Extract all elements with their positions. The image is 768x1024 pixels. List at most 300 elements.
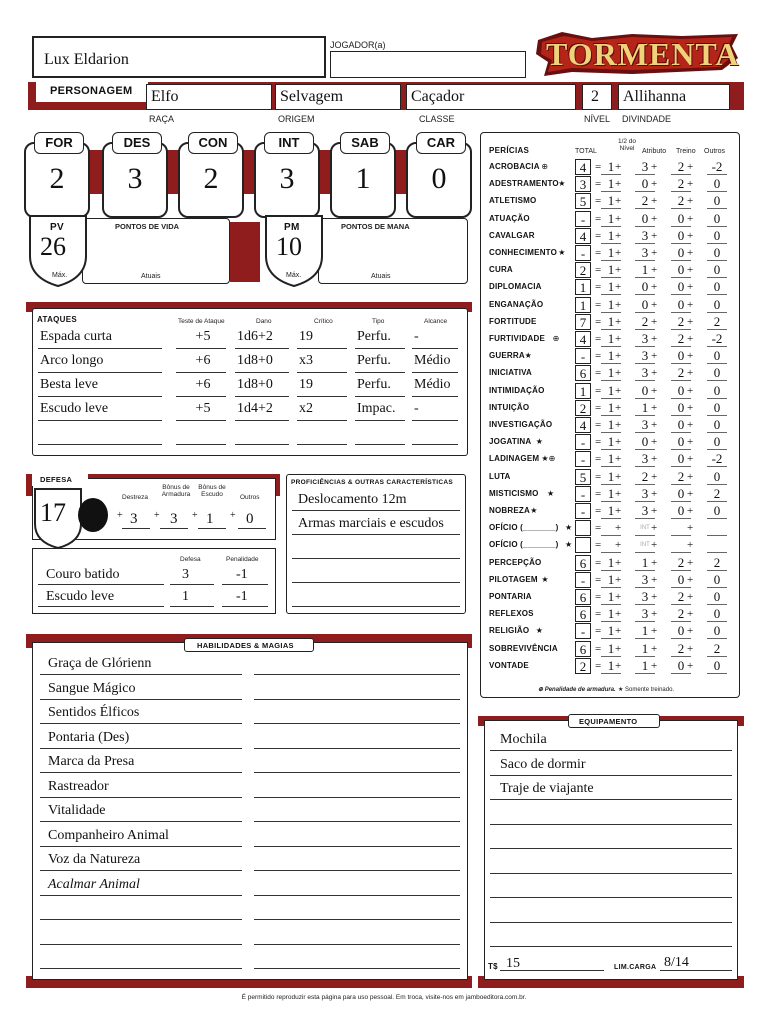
skill-tr[interactable]: 0 [677, 296, 685, 312]
skill-row[interactable] [487, 572, 737, 589]
armor-item-def[interactable]: 1 [182, 589, 189, 604]
attribute-car[interactable] [406, 135, 472, 218]
attack-crit[interactable]: x3 [299, 353, 313, 368]
attack-name[interactable]: Arco longo [40, 353, 104, 368]
skill-row[interactable] [487, 279, 737, 296]
skill-lvl[interactable]: 1 [607, 159, 615, 174]
skill-operator: + [615, 367, 622, 380]
skill-ot[interactable]: 0 [713, 623, 721, 639]
skill-tr[interactable]: 0 [677, 245, 685, 260]
skill-tr[interactable]: 2 [677, 554, 685, 570]
skill-total[interactable]: 3 [575, 176, 591, 192]
skill-tr[interactable]: 2 [677, 589, 685, 604]
skill-lvl[interactable]: 1 [607, 227, 615, 243]
skill-attr[interactable]: 0 [641, 296, 649, 312]
armor-item-name[interactable]: Escudo leve [46, 589, 115, 604]
skill-tr[interactable]: 0 [677, 657, 685, 673]
skill-row[interactable] [487, 555, 737, 572]
attack-line [412, 348, 458, 349]
skill-operator: = [595, 315, 602, 328]
skill-ot[interactable]: 2 [713, 640, 721, 656]
skill-row[interactable] [487, 520, 737, 537]
skill-ot[interactable]: 0 [713, 468, 721, 484]
skill-tr[interactable]: 0 [677, 279, 685, 295]
skill-operator: = [595, 247, 602, 259]
skill-tr[interactable]: 2 [677, 640, 685, 656]
skill-lvl[interactable]: 1 [607, 623, 615, 639]
skill-ot[interactable]: 2 [713, 313, 721, 329]
skill-ot[interactable]: 0 [713, 176, 721, 192]
attack-crit[interactable]: x2 [299, 401, 313, 416]
skill-operator: + [651, 229, 658, 242]
nivel-box[interactable] [582, 84, 612, 110]
raca-box[interactable] [146, 84, 272, 110]
attribute-con[interactable] [178, 135, 244, 218]
skill-lvl[interactable]: 1 [607, 640, 615, 656]
attack-test[interactable]: +5 [195, 329, 211, 344]
skill-lvl[interactable]: 1 [607, 503, 615, 518]
skill-row[interactable] [487, 193, 737, 210]
skill-tr[interactable]: 2 [677, 313, 685, 329]
skill-row[interactable] [487, 297, 737, 314]
skill-lvl[interactable]: 1 [607, 348, 615, 364]
attack-line [235, 420, 289, 421]
skill-tr[interactable]: 2 [677, 468, 685, 484]
skill-tr[interactable]: 0 [677, 417, 685, 432]
skill-row[interactable] [487, 228, 737, 245]
skill-lvl[interactable]: 1 [607, 176, 615, 192]
skill-attr[interactable]: 3 [641, 331, 649, 346]
skill-operator: + [615, 281, 622, 294]
attack-type[interactable]: Impac. [357, 401, 396, 416]
skill-attr[interactable]: INT [640, 542, 650, 549]
ability-item[interactable]: Companheiro Animal [48, 827, 169, 843]
skill-attr[interactable]: 3 [641, 348, 649, 364]
skill-total[interactable]: 6 [575, 606, 591, 622]
skill-operator: = [595, 384, 602, 397]
skill-total[interactable] [575, 537, 591, 553]
skill-row[interactable] [487, 314, 737, 331]
skill-ot[interactable]: 0 [713, 382, 721, 398]
skill-name: OFÍCIO (_______) [489, 540, 559, 550]
skill-attr[interactable]: 2 [641, 468, 649, 484]
skill-attr[interactable]: 2 [641, 313, 649, 329]
attack-line [355, 444, 405, 445]
attribute-value: 2 [203, 162, 219, 195]
skill-lvl[interactable]: 1 [607, 399, 615, 415]
skill-total[interactable]: - [575, 211, 591, 227]
skill-ot[interactable]: 0 [713, 434, 721, 450]
defense-plus-2: + [154, 510, 160, 521]
skill-attr[interactable]: 0 [641, 210, 649, 226]
skill-attr[interactable]: 3 [641, 245, 649, 260]
skill-lvl[interactable]: 1 [607, 382, 615, 398]
skill-attr[interactable]: 0 [641, 279, 649, 295]
skill-ot[interactable]: 0 [713, 589, 721, 604]
attack-name[interactable]: Besta leve [40, 377, 98, 392]
skill-ot[interactable]: 2 [713, 554, 721, 570]
skill-attr[interactable]: 1 [641, 262, 649, 278]
skill-lvl[interactable]: 1 [607, 589, 615, 604]
skill-lvl[interactable]: 1 [607, 485, 615, 501]
skill-total[interactable]: - [575, 434, 591, 450]
ability-item[interactable]: Vitalidade [48, 803, 106, 818]
skill-tr[interactable]: 0 [677, 348, 685, 364]
skill-name: CONHECIMENTO [489, 248, 558, 257]
attack-name[interactable]: Espada curta [40, 329, 112, 344]
skill-lvl[interactable]: 1 [607, 365, 615, 381]
skill-tr[interactable]: 2 [677, 606, 685, 622]
attack-line [355, 348, 405, 349]
skill-ot[interactable]: -2 [711, 451, 723, 467]
ability-item[interactable]: Sentidos Élficos [48, 705, 140, 720]
skill-ot[interactable]: 0 [713, 571, 721, 587]
skill-tr[interactable]: 0 [677, 503, 685, 518]
skill-attr[interactable]: 3 [641, 606, 649, 622]
skill-ot[interactable]: -2 [711, 331, 723, 346]
skill-ot[interactable]: 0 [713, 262, 721, 278]
skill-attr[interactable]: 1 [641, 623, 649, 639]
skill-total[interactable] [575, 520, 591, 536]
skill-ot[interactable]: 0 [713, 657, 721, 673]
skill-mark: ★ [530, 506, 538, 515]
skill-row[interactable] [487, 159, 737, 176]
skill-tr[interactable]: 0 [677, 623, 685, 639]
attack-line [235, 396, 289, 397]
skill-cell-line [671, 535, 691, 536]
armor-item-pen[interactable]: -1 [236, 589, 248, 604]
skill-operator: = [595, 659, 602, 672]
attribute-des[interactable] [102, 135, 168, 218]
ts-value[interactable]: 15 [506, 956, 520, 971]
ts-line [500, 970, 604, 971]
defense-plus-1: + [117, 510, 123, 521]
skill-lvl[interactable]: 1 [607, 606, 615, 622]
skill-operator: + [651, 573, 658, 586]
equipment-title-tab [568, 714, 660, 728]
skill-lvl[interactable]: 1 [607, 279, 615, 295]
attack-type[interactable]: Perfu. [357, 353, 391, 368]
skill-lvl[interactable]: 1 [607, 434, 615, 450]
skill-row[interactable] [487, 589, 737, 606]
skill-ot[interactable]: 0 [713, 296, 721, 312]
skill-lvl[interactable]: 1 [607, 262, 615, 278]
proficiency-item[interactable]: Armas marciais e escudos [298, 516, 444, 531]
attribute-value: 1 [355, 162, 371, 195]
skill-lvl[interactable]: 1 [607, 417, 615, 432]
attack-damage[interactable]: 1d4+2 [237, 401, 273, 416]
armor-item-name[interactable]: Couro batido [46, 567, 120, 582]
attribute-int[interactable] [254, 135, 320, 218]
skill-operator: = [595, 642, 602, 655]
skill-attr[interactable]: 1 [641, 640, 649, 656]
abilities-title-tab [184, 638, 314, 652]
prof-line [292, 558, 460, 559]
ability-line [254, 895, 460, 896]
skill-total[interactable]: 4 [575, 331, 591, 347]
skill-row[interactable] [487, 623, 737, 640]
skill-ot[interactable]: 0 [713, 227, 721, 243]
skill-lvl[interactable]: 1 [607, 554, 615, 570]
pv-shield[interactable] [26, 212, 90, 288]
skill-operator: + [687, 625, 694, 638]
attack-range[interactable]: Médio [414, 377, 451, 392]
attack-test[interactable]: +6 [195, 353, 211, 368]
skill-total[interactable]: 6 [575, 641, 591, 657]
skill-name: CURA [489, 265, 513, 275]
ability-item[interactable]: Graça de Glórienn [48, 656, 152, 671]
skill-tr[interactable]: 2 [677, 176, 685, 192]
skill-attr[interactable]: INT [640, 525, 650, 532]
skill-total[interactable]: 2 [575, 658, 591, 674]
attack-range[interactable]: Médio [414, 353, 451, 368]
classe-value: Caçador [411, 88, 465, 105]
skill-total[interactable]: 6 [575, 589, 591, 605]
skill-ot[interactable]: 0 [713, 503, 721, 518]
skill-total[interactable]: - [575, 623, 591, 639]
skill-tr[interactable]: 0 [677, 382, 685, 398]
skill-attr[interactable]: 3 [641, 503, 649, 518]
skill-lvl[interactable]: 1 [607, 451, 615, 467]
attack-damage[interactable]: 1d6+2 [237, 329, 273, 344]
skill-row[interactable] [487, 658, 737, 675]
skill-attr[interactable]: 3 [641, 451, 649, 467]
skill-row[interactable] [487, 176, 737, 193]
attack-crit[interactable]: 19 [299, 329, 313, 344]
ability-line [254, 797, 460, 798]
skill-ot[interactable]: 0 [713, 417, 721, 432]
defense-base-circle [78, 498, 108, 532]
skill-operator: + [615, 556, 622, 569]
skill-operator: = [595, 419, 602, 431]
skill-tr[interactable]: 0 [677, 262, 685, 278]
skill-tr[interactable]: 0 [677, 227, 685, 243]
equipment-item[interactable]: Saco de dormir [500, 756, 586, 772]
skill-attr[interactable]: 3 [641, 589, 649, 604]
skill-row[interactable] [487, 434, 737, 451]
skill-total[interactable]: 5 [575, 469, 591, 485]
skill-attr[interactable]: 3 [641, 571, 649, 587]
skill-total[interactable]: 6 [575, 555, 591, 571]
skill-row[interactable] [487, 383, 737, 400]
skill-mark: ⊕ [541, 162, 549, 171]
skill-row[interactable] [487, 331, 737, 348]
attack-name[interactable]: Escudo leve [40, 401, 109, 416]
ability-item[interactable]: Marca da Presa [48, 754, 135, 769]
ability-line [40, 968, 242, 969]
skill-tr[interactable]: 0 [677, 451, 685, 467]
skill-ot[interactable]: 0 [713, 606, 721, 622]
skill-tr[interactable]: 0 [677, 571, 685, 587]
ability-line [40, 821, 242, 822]
skill-total[interactable]: 5 [575, 193, 591, 209]
ability-item[interactable]: Voz da Natureza [48, 852, 141, 867]
player-box[interactable] [330, 51, 526, 78]
skill-lvl[interactable]: 1 [607, 657, 615, 673]
skill-ot[interactable]: 0 [713, 348, 721, 364]
armor-line [38, 606, 164, 607]
skill-name: MISTICISMO [489, 488, 539, 498]
skill-total[interactable]: 4 [575, 159, 591, 175]
skill-attr[interactable]: 0 [641, 382, 649, 398]
skill-tr[interactable]: 2 [677, 331, 685, 346]
skill-total[interactable]: 2 [575, 262, 591, 278]
skill-row[interactable] [487, 503, 737, 520]
skill-row[interactable] [487, 417, 737, 434]
skill-ot[interactable]: 0 [713, 210, 721, 226]
skill-cell-line [601, 535, 621, 536]
skill-tr[interactable]: 0 [677, 210, 685, 226]
skill-lvl[interactable]: 1 [607, 313, 615, 329]
skill-tr[interactable]: 0 [677, 399, 685, 415]
attack-line [412, 420, 458, 421]
skill-row[interactable] [487, 245, 737, 262]
skill-total[interactable]: - [575, 245, 591, 261]
skill-lvl[interactable]: 1 [607, 193, 615, 209]
skill-attr[interactable]: 1 [641, 657, 649, 673]
skill-attr[interactable]: 3 [641, 365, 649, 381]
skill-row[interactable] [487, 211, 737, 228]
attack-line [176, 348, 226, 349]
equipment-item[interactable]: Traje de viajante [500, 781, 594, 796]
skill-row[interactable] [487, 365, 737, 382]
armor-item-pen[interactable]: -1 [236, 567, 248, 582]
skill-operator: = [595, 573, 602, 586]
defense-shield[interactable] [32, 486, 84, 550]
attack-range[interactable]: - [414, 401, 419, 416]
proficiency-item[interactable]: Deslocamento 12m [298, 492, 407, 507]
skill-attr[interactable]: 3 [641, 417, 649, 432]
skill-operator: + [687, 505, 694, 517]
skill-mark: ★ [558, 248, 566, 257]
skill-total[interactable]: 7 [575, 314, 591, 330]
ability-item[interactable]: Rastreador [48, 778, 109, 794]
skill-lvl[interactable]: 1 [607, 571, 615, 587]
ability-item[interactable]: Sangue Mágico [48, 680, 136, 696]
classe-box[interactable] [406, 84, 576, 110]
ability-line [254, 944, 460, 945]
ability-line [254, 870, 460, 871]
attack-type[interactable]: Perfu. [357, 377, 391, 392]
skill-operator: + [687, 161, 694, 173]
skill-tr[interactable]: 0 [677, 434, 685, 450]
skill-ot[interactable]: -2 [711, 159, 723, 174]
skill-attr[interactable]: 3 [641, 485, 649, 501]
divindade-value: Allihanna [623, 88, 687, 105]
skill-total[interactable]: - [575, 451, 591, 467]
attack-type[interactable]: Perfu. [357, 329, 391, 344]
skill-operator: + [615, 539, 622, 552]
skill-total[interactable]: - [575, 486, 591, 502]
defense-tab [32, 474, 88, 486]
ability-item[interactable]: Acalmar Animal [48, 876, 140, 892]
armor-item-def[interactable]: 3 [182, 567, 189, 582]
skill-tr[interactable]: 2 [677, 365, 685, 381]
attacks-title: ATAQUES [37, 315, 78, 324]
attack-damage[interactable]: 1d8+0 [237, 353, 273, 368]
attack-line [235, 348, 289, 349]
attack-crit[interactable]: 19 [299, 377, 313, 392]
skill-tr[interactable]: 0 [677, 485, 685, 501]
character-name-box[interactable] [32, 36, 326, 78]
skill-total[interactable]: - [575, 348, 591, 364]
load-value[interactable]: 8/14 [664, 955, 689, 970]
skill-attr[interactable]: 2 [641, 193, 649, 209]
attack-test[interactable]: +6 [195, 377, 211, 392]
skill-row[interactable] [487, 262, 737, 279]
armor-line [222, 606, 268, 607]
attack-test[interactable]: +5 [195, 401, 211, 416]
skill-row[interactable] [487, 606, 737, 623]
skill-attr[interactable]: 3 [641, 159, 649, 174]
skill-row[interactable] [487, 348, 737, 365]
attribute-sab[interactable] [330, 135, 396, 218]
pm-max-label: Máx. [286, 272, 302, 279]
divindade-box[interactable] [618, 84, 730, 110]
skill-lvl[interactable]: 1 [607, 245, 615, 260]
skill-row[interactable] [487, 641, 737, 658]
skill-total[interactable]: 4 [575, 228, 591, 244]
pv-title: PONTOS DE VIDA [115, 222, 180, 231]
skill-lvl[interactable]: 1 [607, 331, 615, 346]
skill-lvl[interactable]: 1 [607, 296, 615, 312]
skill-total[interactable]: 1 [575, 383, 591, 399]
skill-total[interactable]: 6 [575, 365, 591, 381]
pm-shield[interactable] [262, 212, 326, 288]
skill-ot[interactable]: 0 [713, 399, 721, 415]
skill-attr[interactable]: 3 [641, 227, 649, 243]
attribute-value: 3 [127, 162, 143, 195]
skill-ot[interactable]: 0 [713, 279, 721, 295]
attack-line [297, 396, 347, 397]
defense-header-armor: Bônus de Armadura [161, 484, 191, 498]
skill-ot[interactable]: 0 [713, 245, 721, 260]
skill-ot[interactable]: 0 [713, 365, 721, 381]
skill-row[interactable] [487, 537, 737, 554]
skill-total[interactable]: 1 [575, 297, 591, 313]
skill-operator: + [615, 505, 622, 517]
skill-ot[interactable]: 0 [713, 193, 721, 209]
skill-lvl[interactable]: 1 [607, 468, 615, 484]
equipment-item[interactable]: Mochila [500, 732, 547, 747]
skill-total[interactable]: - [575, 503, 591, 519]
skill-total[interactable]: - [575, 572, 591, 588]
skill-operator: = [595, 608, 602, 621]
skill-row[interactable] [487, 451, 737, 468]
skill-row[interactable] [487, 400, 737, 417]
skill-total[interactable]: 1 [575, 279, 591, 295]
skill-tr[interactable]: 2 [677, 193, 685, 209]
skill-operator: = [595, 350, 602, 363]
origem-box[interactable] [275, 84, 401, 110]
attack-damage[interactable]: 1d8+0 [237, 377, 273, 392]
skill-attr[interactable]: 1 [641, 554, 649, 570]
ability-item[interactable]: Pontaria (Des) [48, 729, 130, 745]
skill-lvl[interactable]: 1 [607, 210, 615, 226]
defense-value: 17 [40, 498, 66, 527]
skill-attr[interactable]: 1 [641, 399, 649, 415]
skill-attr[interactable]: 0 [641, 434, 649, 450]
skill-tr[interactable]: 2 [677, 159, 685, 174]
skill-total[interactable]: 4 [575, 417, 591, 433]
skill-total[interactable]: 2 [575, 400, 591, 416]
skill-row[interactable] [487, 469, 737, 486]
attribute-for[interactable] [24, 135, 90, 218]
attack-range[interactable]: - [414, 329, 419, 344]
skill-attr[interactable]: 0 [641, 176, 649, 192]
skill-row[interactable] [487, 486, 737, 503]
skill-ot[interactable]: 2 [713, 485, 721, 501]
